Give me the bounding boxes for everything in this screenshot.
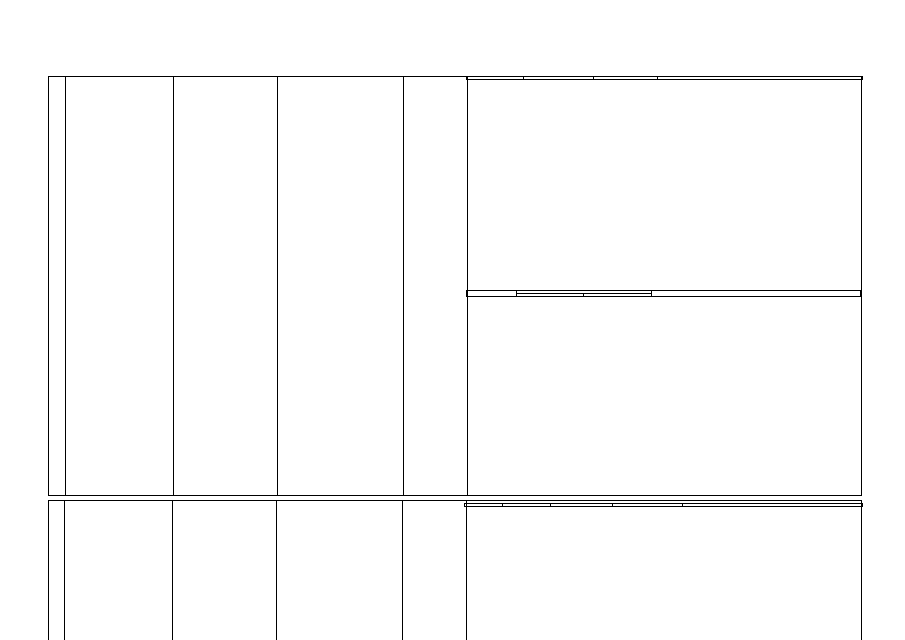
top-points-table: [466, 76, 863, 80]
continuation-text: [658, 77, 863, 80]
header-point-no: [465, 504, 503, 507]
ubin-lake-table: [466, 290, 861, 297]
row-49: [48, 500, 862, 640]
header-north: [517, 294, 584, 297]
continuation-row: [467, 77, 863, 80]
row49-picket-table: [464, 503, 863, 507]
header-desc: [683, 504, 863, 507]
header-boundary: [503, 504, 551, 507]
header-east-2: [613, 504, 683, 507]
header-borders: [652, 291, 861, 297]
continuation-frame: [48, 76, 862, 496]
header-points: [467, 291, 517, 297]
header-east: [584, 294, 652, 297]
header-north-2: [551, 504, 613, 507]
